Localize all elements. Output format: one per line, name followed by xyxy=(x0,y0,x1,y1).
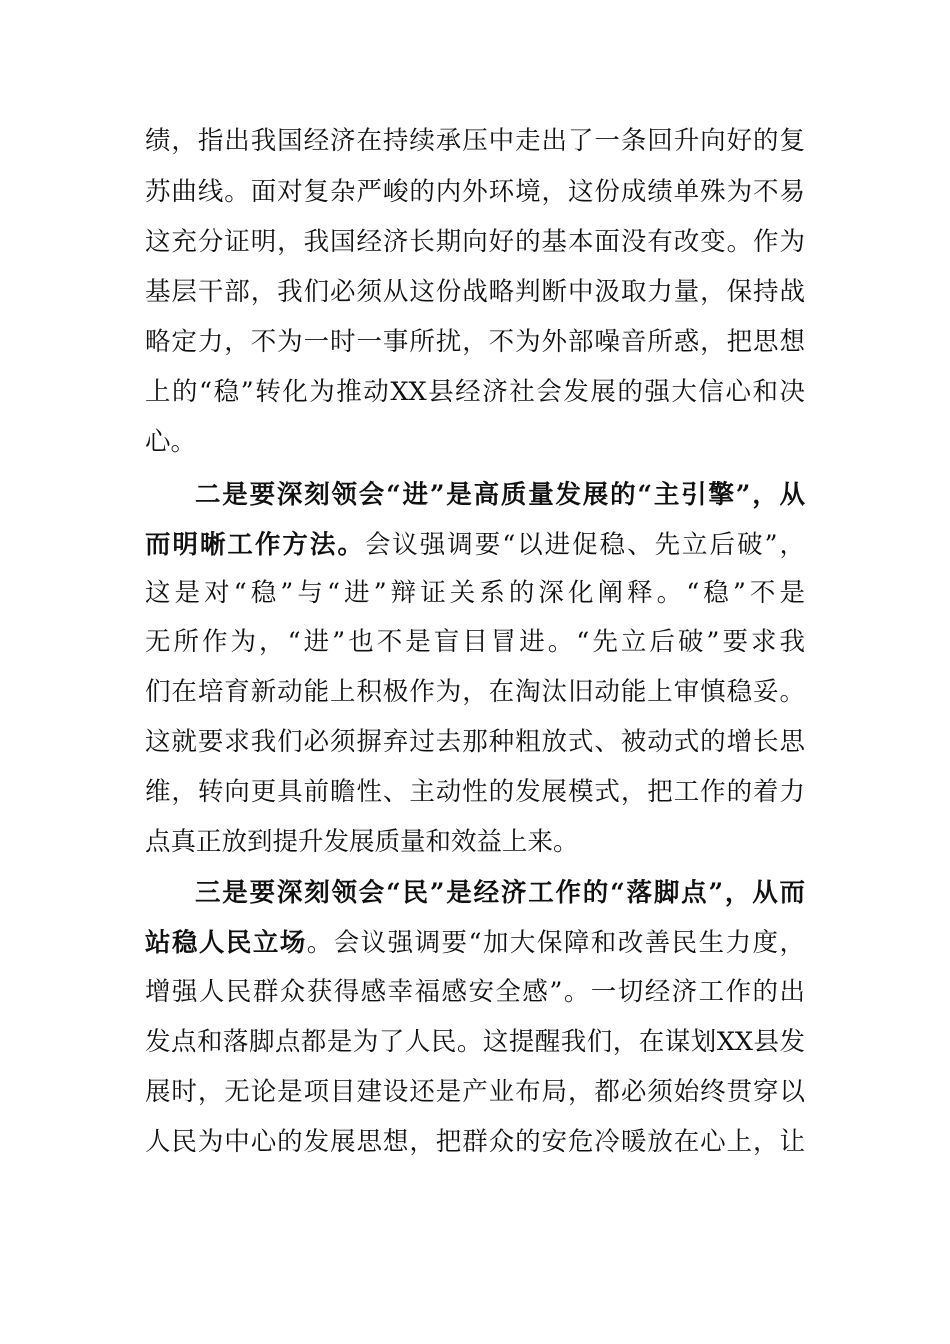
paragraph-2-line: 维，转向更具前瞻性、主动性的发展模式，把工作的着力 xyxy=(145,777,805,807)
paragraph-2-line: 们在培育新动能上积极作为，在淘汰旧动能上审慎稳妥。 xyxy=(145,677,805,707)
paragraph-1-line: 绩，指出我国经济在持续承压中走出了一条回升向好的复 xyxy=(145,126,805,156)
paragraph-1-line: 这充分证明，我国经济长期向好的基本面没有改变。作为 xyxy=(145,227,805,257)
paragraph-1-line: 苏曲线。面对复杂严峻的内外环境，这份成绩单殊为不易 xyxy=(145,177,805,207)
paragraph-3-line-2-text: 。会议强调要“加大保障和改善民生力度， xyxy=(306,928,805,958)
paragraph-2-line-2-text: 会议强调要“以进促稳、先立后破”， xyxy=(364,530,805,560)
paragraph-1-line: 略定力，不为一时一事所扰，不为外部噪音所惑，把思想 xyxy=(145,327,805,357)
paragraph-2-heading-end: 而明晰工作方法。 xyxy=(145,530,365,560)
paragraph-2-line: 这就要求我们必须摒弃过去那种粗放式、被动式的增长思 xyxy=(145,727,805,757)
paragraph-1-line: 心。 xyxy=(145,427,197,457)
paragraph-3-line: 发点和落脚点都是为了人民。这提醒我们，在谋划XX县发 xyxy=(145,1027,805,1057)
paragraph-2-line: 点真正放到提升发展质量和效益上来。 xyxy=(145,827,579,857)
paragraph-3-heading: 三是要深刻领会“民”是经济工作的“落脚点”，从而 xyxy=(195,878,805,908)
paragraph-2-heading: 二是要深刻领会“进”是高质量发展的“主引擎”，从 xyxy=(195,480,805,510)
paragraph-3-line: 展时，无论是项目建设还是产业布局，都必须始终贯穿以 xyxy=(145,1077,805,1107)
paragraph-2-line: 这是对“稳”与“进”辩证关系的深化阐释。“稳”不是 xyxy=(145,578,805,608)
paragraph-3-line-2 xyxy=(145,923,805,963)
paragraph-2-line-2 xyxy=(145,525,805,565)
paragraph-1-line: 基层干部，我们必须从这份战略判断中汲取力量，保持战 xyxy=(145,277,805,307)
paragraph-3-heading-end: 站稳人民立场 xyxy=(145,928,307,958)
paragraph-3-line: 增强人民群众获得感幸福感安全感”。一切经济工作的出 xyxy=(145,977,805,1007)
paragraph-2-line: 无所作为，“进”也不是盲目冒进。“先立后破”要求我 xyxy=(145,627,805,657)
paragraph-3-line: 人民为中心的发展思想，把群众的安危冷暖放在心上，让 xyxy=(145,1127,805,1157)
paragraph-1-line: 上的“稳”转化为推动XX县经济社会发展的强大信心和决 xyxy=(145,377,805,407)
